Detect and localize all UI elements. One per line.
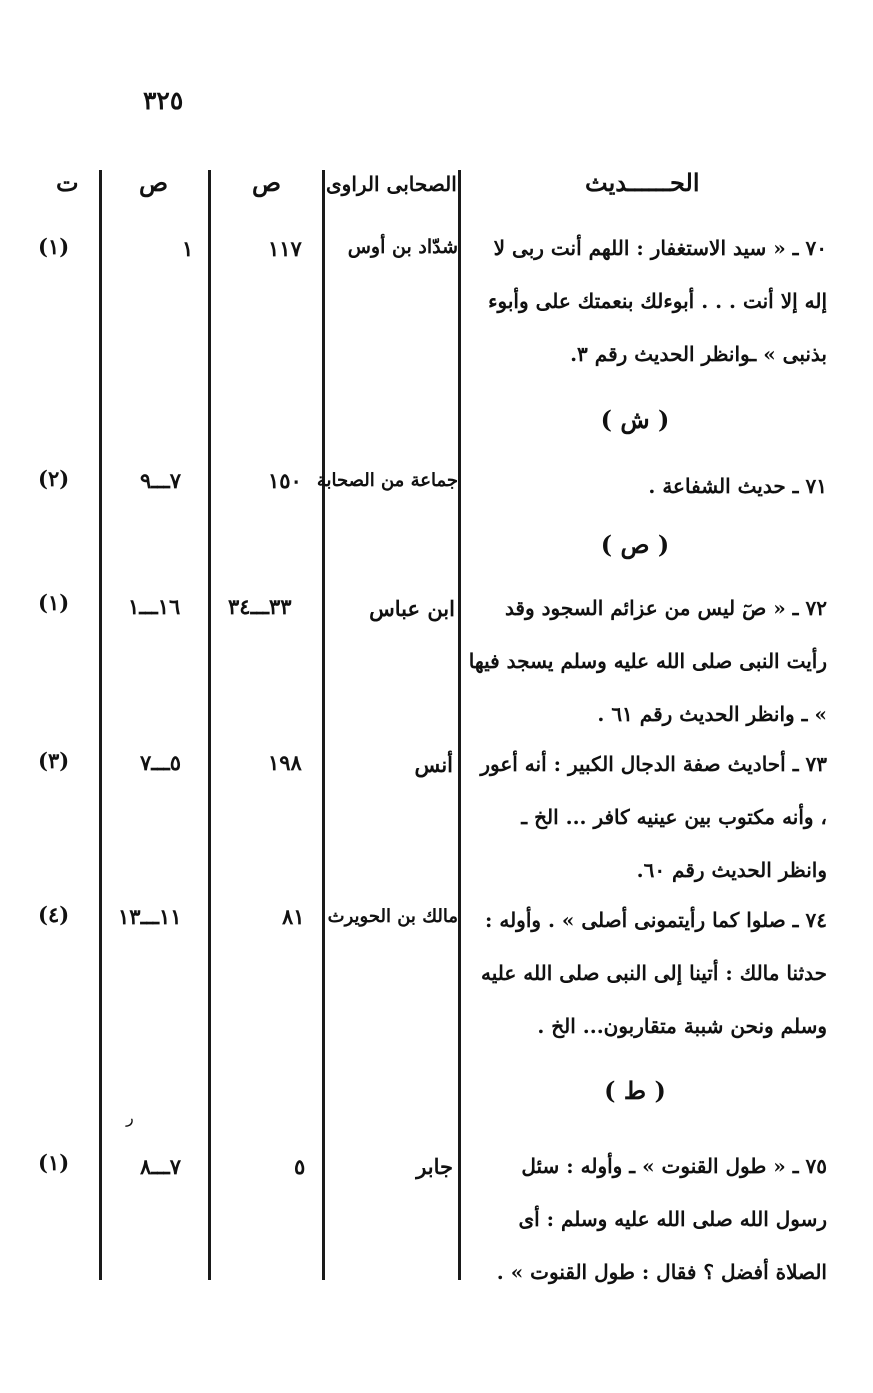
page2-74: ١١ـــ١٣ (118, 904, 182, 929)
hadith-entry-72: ٧٢ ـ « صٓ ليس من عزائم السجود وقد رأيت النبى صلى الله عليه وسلم يسجد فيها » ـ وانظر الحديث رقم ٦١ . (468, 596, 827, 726)
header-t: ت (56, 168, 79, 197)
t-70: (١) (38, 234, 70, 259)
section-heading: ( ش ) (600, 405, 670, 434)
hadith-entry-70: ٧٠ ـ « سيد الاستغفار : اللهم أنت ربى لا إله إلا أنت . . . أبوءلك بنعمتك على وأبوء بذنبى » ـوانظر الحديث رقم ٣. (488, 236, 827, 366)
t-74: (٤) (38, 902, 70, 927)
hadith-entry-75: ٧٥ ـ « طول القنوت » ـ وأوله : سئل رسول الله صلى الله عليه وسلم : أى الصلاة أفضل ؟ فقال : طول القنوت » . (496, 1154, 827, 1284)
hadith-entry-71: ٧١ ـ حديث الشفاعة . (648, 474, 827, 498)
stray-mark: ر (126, 1108, 134, 1127)
narrator-74: مالك بن الحويرث (327, 906, 458, 927)
page1-72: ٣٣ـــ٣٤ (228, 594, 292, 619)
table-rule (99, 170, 102, 1280)
page2-70: ١ (182, 236, 194, 261)
page1-73: ١٩٨ (268, 750, 302, 775)
page2-71: ٧ـــ٩ (140, 468, 182, 493)
hadith-entry-74: ٧٤ ـ صلوا كما رأيتمونى أصلى » . وأوله : حدثنا مالك : أتينا إلى النبى صلى الله عليه وسلم ونحن شببة متقاربون... الخ . (481, 908, 827, 1038)
narrator-70: شدّاد بن أوس (347, 236, 458, 258)
header-narrator: الصحابى الراوى (326, 172, 457, 196)
header-page-2: ص (139, 168, 169, 197)
page1-74: ٨١ (282, 904, 305, 929)
section-heading: ( ص ) (600, 530, 670, 559)
narrator-72: ابن عباس (369, 596, 455, 621)
section-heading: ( ط ) (604, 1076, 666, 1105)
t-75: (١) (38, 1150, 70, 1175)
page1-70: ١١٧ (268, 236, 302, 261)
header-hadith: الحــــــديث (585, 168, 700, 197)
page1-75: ٥ (294, 1154, 306, 1179)
narrator-73: أنس (414, 752, 453, 777)
page-number: ٣٢٥ (143, 86, 184, 115)
header-page-1: ص (252, 168, 282, 197)
page2-72: ١٦ـــ١ (128, 594, 181, 619)
page2-75: ٧ـــ٨ (140, 1154, 182, 1179)
table-rule (458, 170, 461, 1280)
page2-73: ٥ـــ٧ (140, 750, 182, 775)
narrator-75: جابر (416, 1154, 453, 1179)
narrator-71: جماعة من الصحابة (316, 470, 458, 491)
hadith-entry-73: ٧٣ ـ أحاديث صفة الدجال الكبير : أنه أعور ، وأنه مكتوب بين عينيه كافر ... الخ ـ وانظر الحديث رقم ٦٠. (480, 752, 827, 882)
t-71: (٢) (38, 466, 70, 491)
t-73: (٣) (38, 748, 70, 773)
table-rule (322, 170, 325, 1280)
page1-71: ١٥٠ (268, 468, 302, 493)
t-72: (١) (38, 590, 70, 615)
table-rule (208, 170, 211, 1280)
